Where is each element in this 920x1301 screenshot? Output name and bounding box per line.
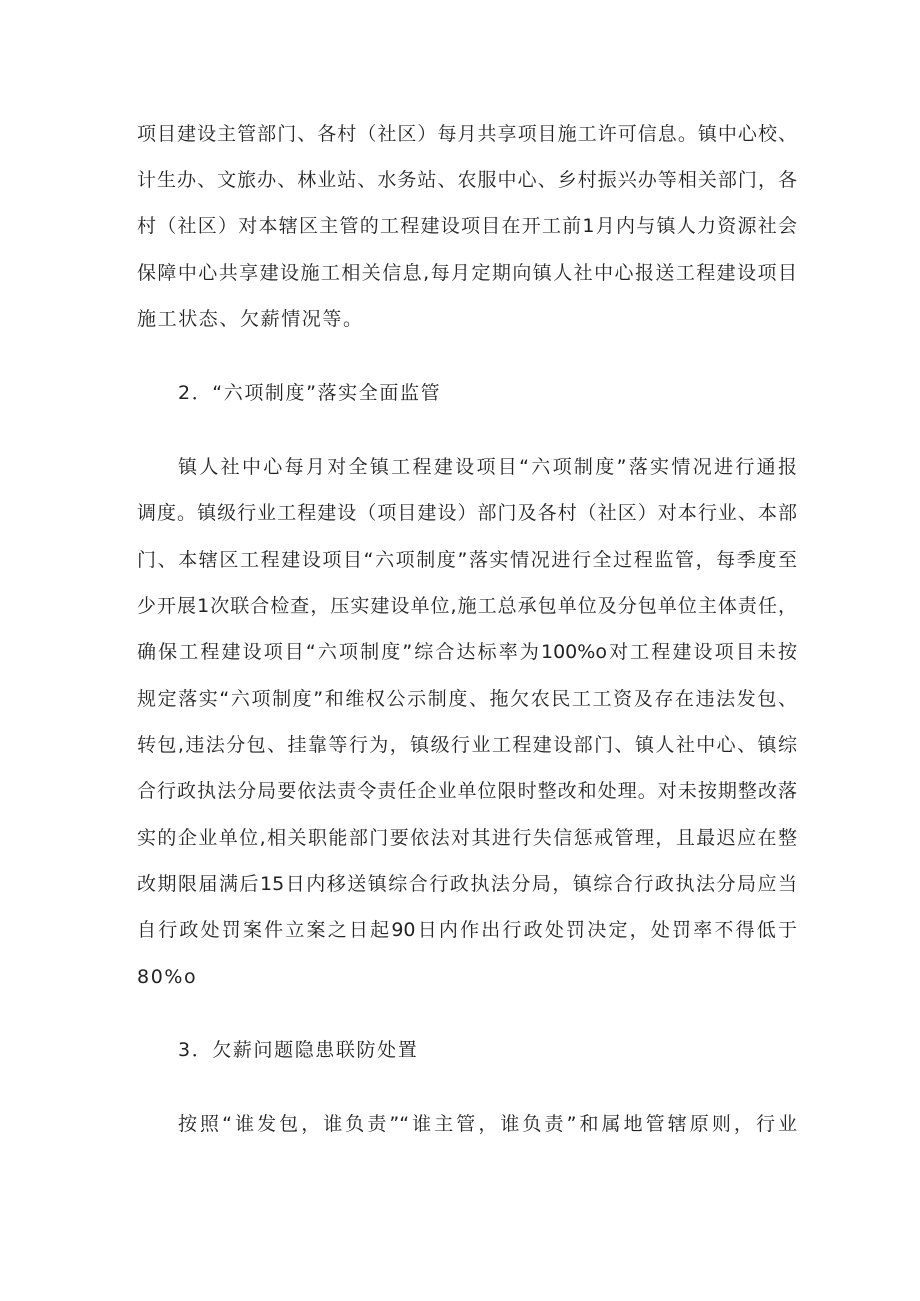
section-heading: 2．“六项制度”落实全面监管 bbox=[178, 382, 442, 404]
paragraph-line: 实的企业单位,相关职能部门要依法对其进行失信惩戒管理，且最迟应在整 bbox=[137, 827, 797, 849]
paragraph-line: 镇人社中心每月对全镇工程建设项目“六项制度”落实情况进行通报 bbox=[178, 456, 797, 478]
section-heading: 3．欠薪问题隐患联防处置 bbox=[178, 1039, 419, 1061]
paragraph-line: 保障中心共享建设施工相关信息,每月定期向镇人社中心报送工程建设项目 bbox=[137, 262, 797, 284]
paragraph-line: 规定落实“六项制度”和维权公示制度、拖欠农民工工资及存在违法发包、 bbox=[137, 688, 797, 710]
paragraph-line: 项目建设主管部门、各村（社区）每月共享项目施工许可信息。镇中心校、 bbox=[137, 123, 797, 145]
paragraph-line: 计生办、文旅办、林业站、水务站、农服中心、乡村振兴办等相关部门，各 bbox=[137, 169, 797, 191]
paragraph-line: 合行政执法分局要依法责令责任企业单位限时整改和处理。对未按期整改落 bbox=[137, 780, 797, 802]
paragraph-line: 自行政处罚案件立案之日起90日内作出行政处罚决定，处罚率不得低于 bbox=[137, 919, 797, 941]
paragraph-line: 确保工程建设项目“六项制度”综合达标率为100%o对工程建设项目未按 bbox=[137, 641, 797, 663]
paragraph-line: 村（社区）对本辖区主管的工程建设项目在开工前1月内与镇人力资源社会 bbox=[137, 215, 797, 237]
paragraph-line: 80%o bbox=[137, 966, 198, 988]
paragraph-line: 改期限届满后15日内移送镇综合行政执法分局，镇综合行政执法分局应当 bbox=[137, 873, 797, 895]
paragraph-line: 调度。镇级行业工程建设（项目建设）部门及各村（社区）对本行业、本部 bbox=[137, 502, 797, 524]
paragraph-line: 门、本辖区工程建设项目“六项制度”落实情况进行全过程监管，每季度至 bbox=[137, 549, 797, 571]
paragraph-line: 少开展1次联合检查，压实建设单位,施工总承包单位及分包单位主体责任， bbox=[137, 595, 797, 617]
paragraph-line: 施工状态、欠薪情况等。 bbox=[137, 308, 364, 330]
paragraph-line: 转包,违法分包、挂靠等行为，镇级行业工程建设部门、镇人社中心、镇综 bbox=[137, 734, 797, 756]
paragraph-line: 按照“谁发包，谁负责”“谁主管，谁负责”和属地管辖原则，行业 bbox=[178, 1113, 797, 1135]
